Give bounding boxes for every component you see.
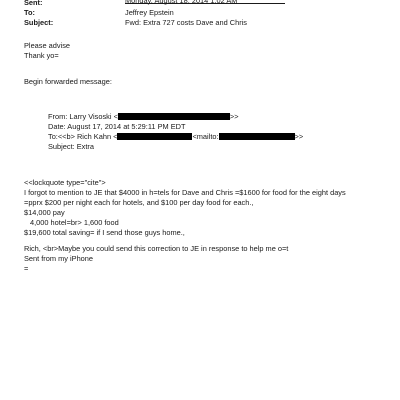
fwd-from-suffix: >> bbox=[229, 112, 239, 121]
body-line: =pprx $200 per night each for hotels, and $100 per day food for each., bbox=[24, 198, 254, 207]
body-line: <<lockquote type="cite"> bbox=[24, 178, 106, 187]
body-line: I forgot to mention to JE that $4000 in h=tels for Dave and Chris =$1600 for food for the eight days bbox=[24, 188, 346, 197]
body-line: $14,000 pay bbox=[24, 208, 65, 217]
redaction-box bbox=[118, 113, 230, 120]
signature-line: Sent from my iPhone bbox=[24, 254, 94, 263]
subject-value: Fwd: Extra 727 costs Dave and Chris bbox=[125, 18, 247, 27]
sent-label: Sent: bbox=[24, 0, 43, 7]
body-line: $19,600 total saving= if I send those guys home., bbox=[24, 228, 185, 237]
fwd-date: Date: August 17, 2014 at 5:29:11 PM EDT bbox=[48, 122, 186, 131]
subject-row bbox=[24, 19, 384, 29]
subject-label: Subject: bbox=[24, 18, 54, 27]
fwd-subject: Subject: Extra bbox=[48, 142, 95, 151]
fwd-from-prefix: From: Larry Visoski < bbox=[48, 112, 118, 121]
forwarded-message-line: Begin forwarded message: bbox=[24, 77, 112, 86]
sent-underline bbox=[125, 3, 285, 4]
email-body bbox=[24, 179, 384, 239]
fwd-to-mailto: <mailto: bbox=[192, 132, 219, 141]
rich-line: Rich, <br>Maybe you could send this correction to JE in response to help me o=t bbox=[24, 244, 289, 253]
fwd-to-suffix: >> bbox=[294, 132, 304, 141]
sent-row bbox=[24, 0, 384, 9]
forwarded-header bbox=[48, 113, 378, 153]
body-line: 4,000 hotel=br> 1,600 food bbox=[30, 218, 119, 227]
to-value: Jeffrey Epstein bbox=[125, 8, 174, 17]
trailer-line: = bbox=[24, 264, 29, 273]
thank-you-line: Thank yo= bbox=[24, 51, 59, 60]
email-header bbox=[24, 0, 384, 29]
redaction-box bbox=[219, 133, 295, 140]
fwd-to-row bbox=[48, 133, 378, 143]
fwd-to-prefix: To:<<b> Rich Kahn < bbox=[48, 132, 118, 141]
please-advise-line: Please advise bbox=[24, 41, 71, 50]
redaction-box bbox=[117, 133, 192, 140]
fwd-subject-row bbox=[48, 143, 378, 153]
to-label: To: bbox=[24, 8, 35, 17]
